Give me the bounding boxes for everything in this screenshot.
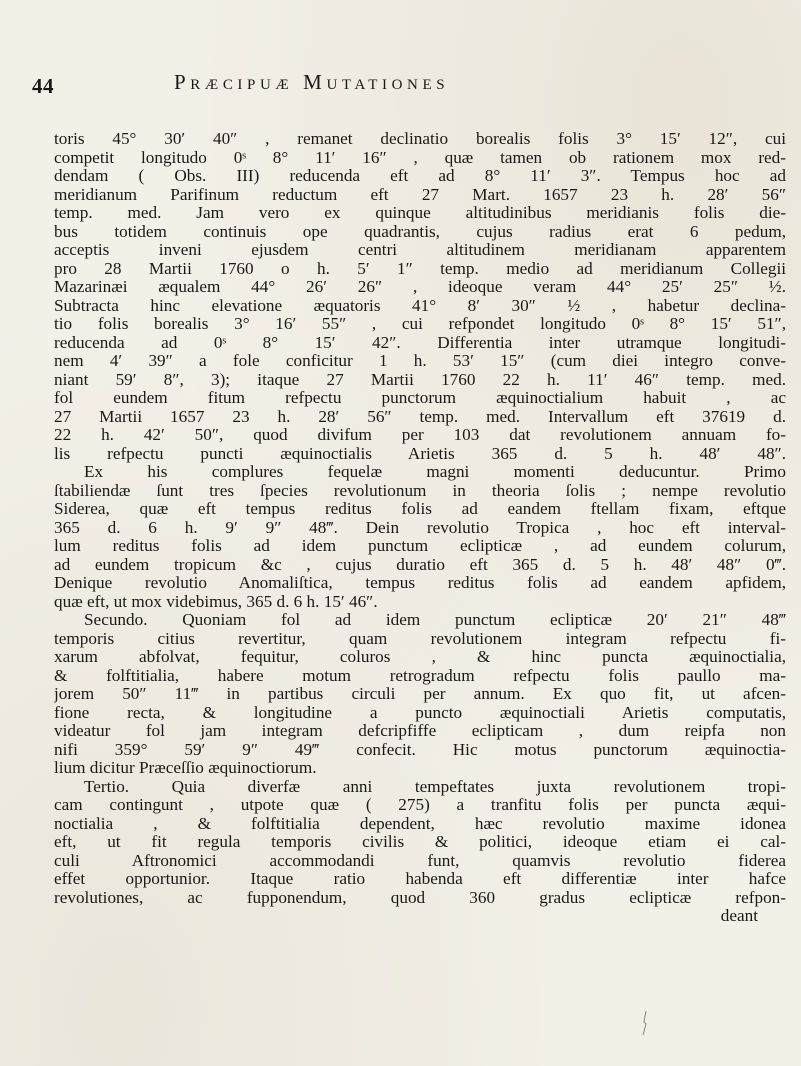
text-line: pro 28 Martii 1760 o h. 5′ 1″ temp. medio ad meridianum Collegii	[54, 259, 786, 278]
text-line: competit longitudo 0ˢ 8° 11′ 16″ , quæ tamen ob rationem mox red-	[54, 148, 786, 167]
text-line: temp. med. Jam vero ex quinque altitudinibus meridianis folis die-	[54, 204, 786, 222]
text-line: nifi 359° 59′ 9″ 49‴ confecit. Hic motus punctorum æquinoctia-	[54, 740, 786, 759]
text-line: toris 45° 30′ 40″ , remanet declinatio borealis folis 3° 15′ 12″, cui	[54, 130, 786, 148]
text-line: jorem 50″ 11‴ in partibus circuli per annum. Ex quo fit, ut afcen-	[54, 685, 786, 703]
text-line: nem 4′ 39″ a fole conficitur 1 h. 53′ 15″ (cum diei integro conve-	[54, 352, 786, 370]
text-line: dendam ( Obs. III) reducenda eft ad 8° 11′ 3″. Tempus hoc ad	[54, 167, 786, 185]
page-number: 44	[32, 74, 54, 98]
text-line: culi Aftronomici accommodandi funt, quamvis revolutio fiderea	[54, 851, 786, 870]
running-title: Præcipuæ Mutationes	[174, 70, 450, 94]
text-line: videatur fol jam integram defcripfiffe eclipticam , dum reipfa non	[54, 722, 786, 740]
text-line: fol eundem fitum refpectu punctorum æquinoctialium habuit , ac	[54, 389, 786, 407]
text-line: Tertio. Quia diverfæ anni tempeftates juxta revolutionem tropi-	[84, 777, 786, 796]
text-line: Denique revolutio Anomaliſtica, tempus reditus folis ad eandem apfidem,	[54, 574, 786, 592]
text-line: noctialia , & folftitialia dependent, hæc revolutio maxime idonea	[54, 814, 786, 833]
text-line: lium dicitur Præceſſio æquinoctiorum.	[54, 759, 317, 777]
text-line: ſtabiliendæ ſunt tres ſpecies revolutionum in theoria ſolis ; nempe revolutio	[54, 481, 786, 500]
text-line: eft, ut fit regula temporis civilis & politici, ideoque etiam ei cal-	[54, 833, 786, 851]
text-line: 365 d. 6 h. 9′ 9″ 48‴. Dein revolutio Tropica , hoc eft interval-	[54, 518, 786, 537]
text-line: quæ eft, ut mox videbimus, 365 d. 6 h. 15′ 46″.	[54, 592, 378, 611]
text-line: 27 Martii 1657 23 h. 28′ 56″ temp. med. Intervallum eft 37619 d.	[54, 407, 786, 426]
text-line: reducenda ad 0ˢ 8° 15′ 42″. Differentia inter utramque longitudi-	[54, 333, 786, 352]
text-line: cam contingunt , utpote quæ ( 275) a tranfitu folis per puncta æqui-	[54, 796, 786, 814]
page-header	[0, 70, 801, 100]
text-line: Subtracta hinc elevatione æquatoris 41° 8′ 30″ ½ , habetur declina-	[54, 296, 786, 315]
text-line: revolutiones, ac fupponendum, quod 360 gradus eclipticæ refpon-	[54, 888, 786, 907]
text-line: niant 59′ 8″, 3); itaque 27 Martii 1760 22 h. 11′ 46″ temp. med.	[54, 370, 786, 389]
text-line: fione recta, & longitudine a puncto æquinoctiali Arietis computatis,	[54, 703, 786, 722]
text-line: lum reditus folis ad idem punctum eclipticæ , ad eundem colurum,	[54, 537, 786, 555]
text-line: effet opportunior. Itaque ratio habenda eft differentiæ inter hafce	[54, 870, 786, 888]
text-line: meridianum Parifinum reductum eft 27 Mart. 1657 23 h. 28′ 56″	[54, 185, 786, 204]
text-line: temporis citius revertitur, quam revolutionem integram refpectu fi-	[54, 629, 786, 648]
text-line: acceptis inveni ejusdem centri altitudinem meridianam apparentem	[54, 241, 786, 259]
text-line: Mazarinæi æqualem 44° 26′ 26″ , ideoque veram 44° 25′ 25″ ½.	[54, 278, 786, 296]
text-line: deant	[720, 907, 758, 925]
text-line: 22 h. 42′ 50″, quod divifum per 103 dat revolutionem annuam fo-	[54, 426, 786, 444]
text-line: xarum abfolvat, fequitur, coluros , & hinc puncta æquinoctialia,	[54, 648, 786, 666]
body-text	[54, 130, 786, 926]
ink-mark-icon	[640, 1010, 650, 1036]
text-line: & folftitialia, habere motum retrogradum refpectu folis paullo ma-	[54, 666, 786, 685]
text-line: Siderea, quæ eft tempus reditus folis ad eandem ftellam fixam, eftque	[54, 500, 786, 518]
text-line: bus totidem continuis ope quadrantis, cujus radius erat 6 pedum,	[54, 222, 786, 241]
text-line: lis refpectu puncti æquinoctialis Arietis 365 d. 5 h. 48′ 48″.	[54, 444, 786, 463]
text-line: tio folis borealis 3° 16′ 55″ , cui refpondet longitudo 0ˢ 8° 15′ 51″,	[54, 315, 786, 333]
text-line: Ex his complures fequelæ magni momenti deducuntur. Primo	[84, 463, 786, 481]
text-line: Secundo. Quoniam fol ad idem punctum eclipticæ 20′ 21″ 48‴	[84, 611, 786, 629]
text-line: ad eundem tropicum &c , cujus duratio eft 365 d. 5 h. 48′ 48″ 0‴.	[54, 555, 786, 574]
